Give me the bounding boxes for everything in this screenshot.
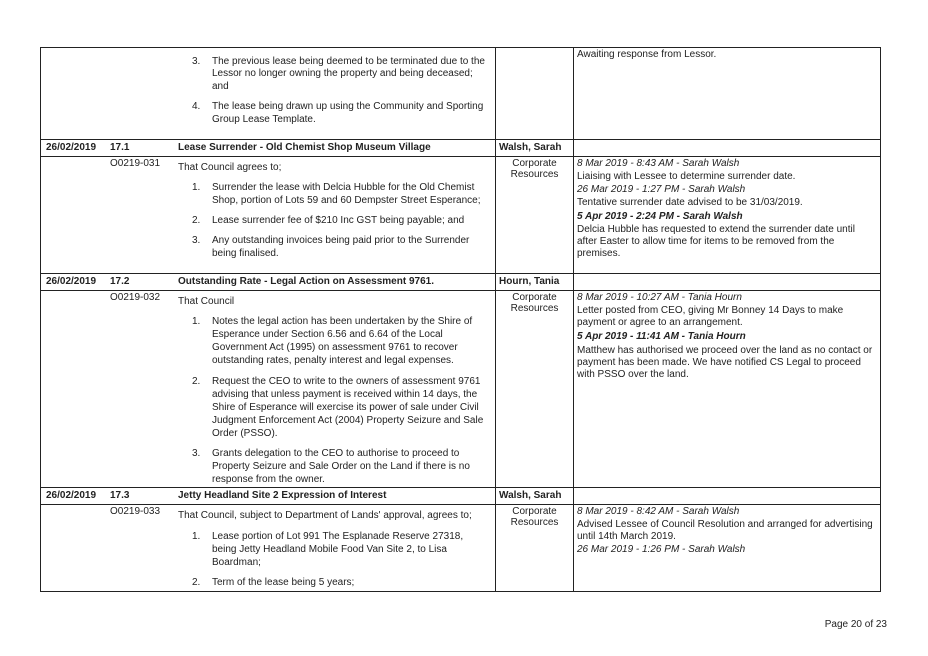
department: Resources bbox=[510, 303, 559, 314]
row-divider bbox=[41, 156, 880, 157]
list-text: being Jetty Headland Mobile Food Van Site 2, to Lisa bbox=[212, 544, 447, 555]
list-text: Order (PSSO). bbox=[212, 428, 278, 439]
item-title: Jetty Headland Site 2 Expression of Interest bbox=[178, 490, 387, 501]
item-number: 17.2 bbox=[110, 276, 130, 287]
item-number: 17.1 bbox=[110, 142, 130, 153]
note-text: until 14th March 2019. bbox=[577, 531, 676, 542]
list-text: outstanding rates, penalty interest and legal expenses. bbox=[212, 355, 454, 366]
department: Corporate bbox=[512, 292, 557, 303]
list-number: 2. bbox=[192, 215, 201, 226]
note-text: payment or agree to an arrangement. bbox=[577, 317, 743, 328]
note-text: Letter posted from CEO, giving Mr Bonney 14 Days to make bbox=[577, 305, 844, 316]
list-text: Term of the lease being 5 years; bbox=[212, 577, 355, 588]
note-text: Delcia Hubble has requested to extend the surrender date until bbox=[577, 224, 855, 235]
row-divider bbox=[41, 139, 880, 140]
note-text: Matthew has authorised we proceed over the land as no contact or bbox=[577, 345, 873, 356]
responsible-officer: Walsh, Sarah bbox=[499, 490, 562, 501]
list-text: Notes the legal action has been undertaken by the Shire of bbox=[212, 316, 473, 327]
list-number: 4. bbox=[192, 101, 201, 112]
list-text: and bbox=[212, 81, 229, 92]
resolution-ref: O0219-032 bbox=[110, 292, 161, 303]
list-text: Grants delegation to the CEO to authorise to proceed to bbox=[212, 448, 460, 459]
list-text: Esperance under Section 6.56 and 6.64 of the Local bbox=[212, 329, 443, 340]
resolution-ref: O0219-031 bbox=[110, 158, 161, 169]
note-timestamp: 26 Mar 2019 - 1:26 PM - Sarah Walsh bbox=[577, 544, 746, 555]
list-number: 3. bbox=[192, 235, 201, 246]
note-text: with PSSO over the land. bbox=[577, 369, 689, 380]
minutes-table bbox=[40, 47, 881, 592]
department: Resources bbox=[510, 169, 559, 180]
list-text: Lease surrender fee of $210 Inc GST being payable; and bbox=[212, 215, 465, 226]
list-number: 1. bbox=[192, 316, 201, 327]
list-number: 2. bbox=[192, 577, 201, 588]
list-number: 1. bbox=[192, 182, 201, 193]
list-text: Lease portion of Lot 991 The Esplanade Reserve 27318, bbox=[212, 531, 464, 542]
list-text: The lease being drawn up using the Community and Sporting bbox=[212, 101, 484, 112]
resolution-ref: O0219-033 bbox=[110, 506, 161, 517]
row-divider bbox=[41, 487, 880, 488]
meeting-date: 26/02/2019 bbox=[46, 490, 97, 501]
note-timestamp: 26 Mar 2019 - 1:27 PM - Sarah Walsh bbox=[577, 184, 746, 195]
list-text: Any outstanding invoices being paid prior to the Surrender bbox=[212, 235, 470, 246]
resolution-intro: That Council agrees to; bbox=[178, 162, 282, 173]
list-text: Boardman; bbox=[212, 557, 261, 568]
list-number: 3. bbox=[192, 448, 201, 459]
list-number: 2. bbox=[192, 376, 201, 387]
note-text: Liaising with Lessee to determine surrender date. bbox=[577, 171, 796, 182]
note-text: Tentative surrender date advised to be 31/03/2019. bbox=[577, 197, 803, 208]
note-text: payment has been made. We have notified CS Legal to proceed bbox=[577, 357, 861, 368]
list-text: being finalised. bbox=[212, 248, 279, 259]
meeting-date: 26/02/2019 bbox=[46, 142, 97, 153]
row-divider bbox=[41, 290, 880, 291]
list-text: Shop, portion of Lots 59 and 60 Dempster Street Esperance; bbox=[212, 195, 481, 206]
column-divider bbox=[573, 48, 574, 591]
department: Resources bbox=[510, 517, 559, 528]
list-number: 1. bbox=[192, 531, 201, 542]
note-timestamp: 5 Apr 2019 - 2:24 PM - Sarah Walsh bbox=[577, 211, 743, 222]
note-text: Advised Lessee of Council Resolution and arranged for advertising bbox=[577, 519, 873, 530]
list-text: advising that unless payment is received within 14 days, the bbox=[212, 389, 478, 400]
meeting-date: 26/02/2019 bbox=[46, 276, 97, 287]
resolution-intro: That Council, subject to Department of Lands' approval, agrees to; bbox=[178, 510, 472, 521]
department: Corporate bbox=[512, 506, 557, 517]
list-number: 3. bbox=[192, 56, 201, 67]
list-text: Group Lease Template. bbox=[212, 114, 316, 125]
note-timestamp: 5 Apr 2019 - 11:41 AM - Tania Hourn bbox=[577, 331, 746, 342]
list-text: Request the CEO to write to the owners of assessment 9761 bbox=[212, 376, 481, 387]
responsible-officer: Walsh, Sarah bbox=[499, 142, 562, 153]
row-divider bbox=[41, 504, 880, 505]
item-title: Outstanding Rate - Legal Action on Assessment 9761. bbox=[178, 276, 434, 287]
note-text: after Easter to allow time for items to be removed from the bbox=[577, 236, 835, 247]
note-timestamp: 8 Mar 2019 - 8:43 AM - Sarah Walsh bbox=[577, 158, 740, 169]
list-text: Shire of Esperance will exercise its power of sale under Civil bbox=[212, 402, 479, 413]
list-text: Judgment Enforcement Act (2004) Property Seizure and Sale bbox=[212, 415, 484, 426]
note-timestamp: 8 Mar 2019 - 8:42 AM - Sarah Walsh bbox=[577, 506, 740, 517]
page-number: Page 20 of 23 bbox=[824, 619, 887, 630]
list-text: Property Seizure and Sale Order on the Land if there is no bbox=[212, 461, 470, 472]
list-text: The previous lease being deemed to be terminated due to the bbox=[212, 56, 485, 67]
resolution-intro: That Council bbox=[178, 296, 235, 307]
list-text: Surrender the lease with Delcia Hubble for the Old Chemist bbox=[212, 182, 475, 193]
item-title: Lease Surrender - Old Chemist Shop Museum Village bbox=[178, 142, 431, 153]
list-text: Government Act (1995) on assessment 9761 to recover bbox=[212, 342, 458, 353]
list-text: Lessor no longer owning the property and being deceased; bbox=[212, 68, 473, 79]
list-text: response from the owner. bbox=[212, 474, 325, 485]
progress-note: Awaiting response from Lessor. bbox=[577, 49, 717, 60]
row-divider bbox=[41, 273, 880, 274]
item-number: 17.3 bbox=[110, 490, 130, 501]
department: Corporate bbox=[512, 158, 557, 169]
responsible-officer: Hourn, Tania bbox=[499, 276, 560, 287]
note-timestamp: 8 Mar 2019 - 10:27 AM - Tania Hourn bbox=[577, 292, 742, 303]
note-text: premises. bbox=[577, 248, 621, 259]
